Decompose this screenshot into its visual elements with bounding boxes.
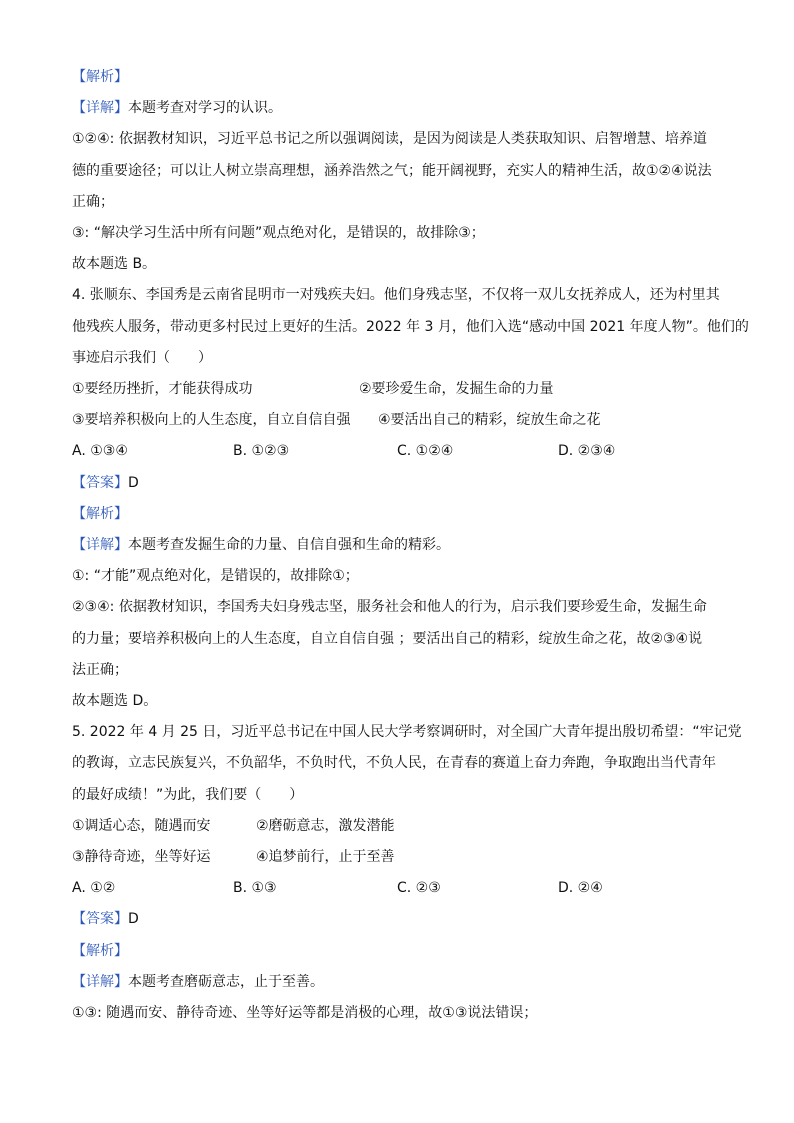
question-stem: 的教诲，立志民族复兴，不负韶华，不负时代，不负人民，在青春的赛道上奋力奔跑，争取跑出当代青年 bbox=[72, 755, 716, 772]
choice-c: C. ②③ bbox=[397, 880, 441, 897]
detail-line: 【详解】本题考查磨砺意志，止于至善。 bbox=[72, 973, 324, 990]
option-item: ③要培养积极向上的人生态度，自立自信自强 bbox=[72, 412, 351, 429]
choice-b: B. ①②③ bbox=[233, 443, 290, 460]
detail-line: 【详解】本题考查发掘生命的力量、自信自强和生命的精彩。 bbox=[72, 537, 450, 553]
explanation-text: 法正确； bbox=[72, 661, 128, 678]
choice-a: A. ①② bbox=[72, 880, 116, 897]
choice-d: D. ②③④ bbox=[558, 443, 616, 460]
option-row bbox=[72, 405, 732, 436]
question-stem: 5. 2022 年 4 月 25 日，习近平总书记在中国人民大学考察调研时，对全国广大青年提出殷切希望：“牢记党 bbox=[72, 724, 742, 741]
conclusion-text: 故本题选 D。 bbox=[72, 693, 158, 710]
choice-row bbox=[72, 436, 732, 467]
choice-a: A. ①③④ bbox=[72, 443, 128, 460]
explanation-text: ①②④: 依据教材知识，习近平总书记之所以强调阅读，是因为阅读是人类获取知识、启智增慧、培养道 bbox=[72, 131, 707, 148]
analysis-heading: 【解析】 bbox=[72, 505, 128, 522]
question-stem: 事迹启示我们（ ） bbox=[72, 349, 212, 366]
option-item: ②磨砺意志，激发潜能 bbox=[256, 817, 395, 834]
question-stem: 4. 张顺东、李国秀是云南省昆明市一对残疾夫妇。他们身残志坚，不仅将一双儿女抚养成人，还为村里其 bbox=[72, 287, 720, 304]
question-stem: 的最好成绩！”为此，我们要（ ） bbox=[72, 786, 304, 803]
option-item: ②要珍爱生命，发掘生命的力量 bbox=[359, 381, 554, 398]
analysis-heading: 【解析】 bbox=[72, 69, 128, 85]
explanation-text: 德的重要途径；可以让人树立崇高理想，涵养浩然之气；能开阔视野，充实人的精神生活，故①②④说法 bbox=[72, 162, 712, 179]
choice-row bbox=[72, 873, 732, 904]
option-item: ①要经历挫折，才能获得成功 bbox=[72, 381, 253, 398]
answer-line: 【答案】D bbox=[72, 911, 139, 928]
detail-line: 【详解】本题考查对学习的认识。 bbox=[72, 100, 282, 117]
option-item: ①调适心态，随遇而安 bbox=[72, 817, 211, 834]
choice-c: C. ①②④ bbox=[397, 443, 454, 460]
answer-line: 【答案】D bbox=[72, 474, 139, 491]
explanation-text: ①③: 随遇而安、静待奇迹、坐等好运等都是消极的心理，故①③说法错误； bbox=[72, 1005, 538, 1021]
option-row bbox=[72, 842, 732, 873]
conclusion-text: 故本题选 B。 bbox=[72, 256, 157, 273]
option-item: ④要活出自己的精彩，绽放生命之花 bbox=[378, 412, 601, 429]
option-item: ③静待奇迹，坐等好运 bbox=[72, 849, 211, 866]
choice-d: D. ②④ bbox=[558, 880, 603, 897]
explanation-text: ②③④: 依据教材知识，李国秀夫妇身残志坚，服务社会和他人的行为，启示我们要珍爱生命，发掘生命 bbox=[72, 599, 707, 616]
explanation-text: ③: “解决学习生活中所有问题”观点绝对化，是错误的，故排除③； bbox=[72, 225, 485, 242]
option-row bbox=[72, 374, 732, 405]
explanation-text: 正确； bbox=[72, 193, 114, 210]
option-row bbox=[72, 811, 732, 842]
option-item: ④追梦前行，止于至善 bbox=[256, 849, 395, 866]
question-stem: 他残疾人服务，带动更多村民过上更好的生活。2022 年 3 月，他们入选“感动中国 2021 年度人物”。他们的 bbox=[72, 318, 749, 335]
document-page bbox=[72, 62, 749, 1029]
analysis-heading: 【解析】 bbox=[72, 942, 128, 959]
explanation-text: 的力量；要培养积极向上的人生态度，自立自信自强 ；要活出自己的精彩，绽放生命之花，故②③④说 bbox=[72, 630, 703, 647]
explanation-text: ①: “才能”观点绝对化，是错误的，故排除①； bbox=[72, 568, 359, 585]
choice-b: B. ①③ bbox=[233, 880, 277, 897]
